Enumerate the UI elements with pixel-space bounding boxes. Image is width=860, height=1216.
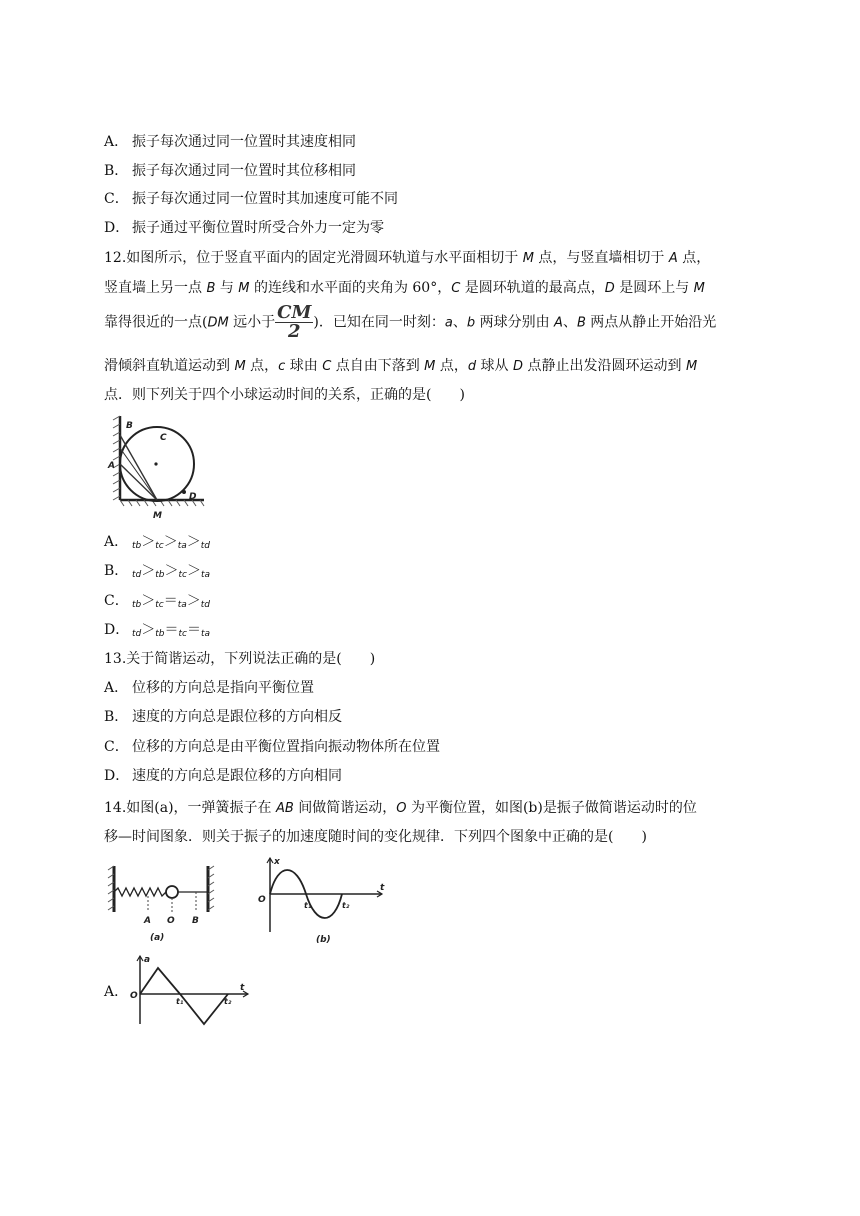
q14-option-a-at-graph xyxy=(128,952,254,1028)
q12-stem-line-2: 竖直墙上另一点 B 与 M 的连线和水平面的夹角为 60°，C 是圆环轨道的最高点，D 是圆环上与 M xyxy=(104,280,705,296)
q12-stem-line-3: 靠得很近的一点(DM 远小于 $\frac{CM}{2}$ )．已知在同一时刻：a、b 两球分别由 A、B 两点从静止开始沿光 xyxy=(104,302,717,342)
q14-option-a-letter: A． xyxy=(104,984,129,1000)
q14-opt-a-label-t: t xyxy=(240,983,245,993)
q14-figure-b-xt-graph xyxy=(256,854,390,946)
q14-fig-b-label-t: t xyxy=(380,883,385,893)
q12-circle-figure xyxy=(104,412,214,522)
q14-fig-a-caption: (a) xyxy=(150,933,165,943)
q14-opt-a-label-o: O xyxy=(130,991,138,1001)
q14-fig-b-caption: (b) xyxy=(316,935,331,945)
q13-stem: 13.关于简谐运动，下列说法正确的是( ) xyxy=(104,651,376,667)
q14-fig-b-label-o: O xyxy=(258,895,266,905)
q12-fig-label-c: C xyxy=(160,433,167,443)
q14-fig-b-label-x: x xyxy=(274,857,280,867)
q11-option-d: D． 振子通过平衡位置时所受合外力一定为零 xyxy=(104,220,384,236)
q12-stem-line-1: 12.如图所示，位于竖直平面内的固定光滑圆环轨道与水平面相切于 M 点，与竖直墙相切于 A 点， xyxy=(104,250,711,266)
q12-stem-line-4: 滑倾斜直轨道运动到 M 点，c 球由 C 点自由下落到 M 点，d 球从 D 点静止出发沿圆环运动到 M xyxy=(104,358,698,374)
q12-stem-line-5: 点．则下列关于四个小球运动时间的关系，正确的是( ) xyxy=(104,387,465,403)
q12-fig-label-a: A xyxy=(108,461,115,471)
q14-opt-a-label-t1: t₁ xyxy=(176,997,184,1006)
q14-stem-line-2: 移—时间图象．则关于振子的加速度随时间的变化规律．下列四个图象中正确的是( ) xyxy=(104,829,647,845)
q14-fig-a-label-b: B xyxy=(192,916,199,926)
q13-option-a: A． 位移的方向总是指向平衡位置 xyxy=(104,680,314,696)
q12-fig-label-m: M xyxy=(153,511,162,521)
q14-fig-a-label-a: A xyxy=(144,916,151,926)
q11-option-c: C． 振子每次通过同一位置时其加速度可能不同 xyxy=(104,191,398,207)
q12-option-c: C． $_{tb}>_{tc}=_{ta}>_{td}$ xyxy=(104,593,211,610)
q13-option-b: B． 速度的方向总是跟位移的方向相反 xyxy=(104,709,342,725)
fraction-cm-over-2: $\frac{CM}{2}$ xyxy=(277,302,312,342)
q14-fig-a-label-o: O xyxy=(167,916,175,926)
q14-fig-b-label-t1: t₁ xyxy=(304,901,312,910)
q12-fig-label-b: B xyxy=(126,421,133,431)
q11-option-b: B． 振子每次通过同一位置时其位移相同 xyxy=(104,163,356,179)
q11-option-a: A． 振子每次通过同一位置时其速度相同 xyxy=(104,134,356,150)
q14-figure-a-spring xyxy=(104,860,224,948)
q12-option-d: D． $_{td}>_{tb}=_{tc}=_{ta}$ xyxy=(104,622,211,639)
q14-opt-a-label-t2: t₂ xyxy=(224,997,232,1006)
q12-option-b: B． $_{td}>_{tb}>_{tc}>_{ta}$ xyxy=(104,563,211,580)
q14-fig-b-label-t2: t₂ xyxy=(342,901,350,910)
q12-fig-label-d: D xyxy=(189,492,197,502)
q12-option-a: A． $_{tb}>_{tc}>_{ta}>_{td}$ xyxy=(104,534,211,551)
q14-opt-a-label-a: a xyxy=(144,955,151,965)
q13-option-c: C． 位移的方向总是由平衡位置指向振动物体所在位置 xyxy=(104,739,440,755)
q13-option-d: D． 速度的方向总是跟位移的方向相同 xyxy=(104,768,342,784)
q14-stem-line-1: 14.如图(a)，一弹簧振子在 AB 间做简谐运动，O 为平衡位置，如图(b)是振子做简谐运动时的位 xyxy=(104,800,697,816)
